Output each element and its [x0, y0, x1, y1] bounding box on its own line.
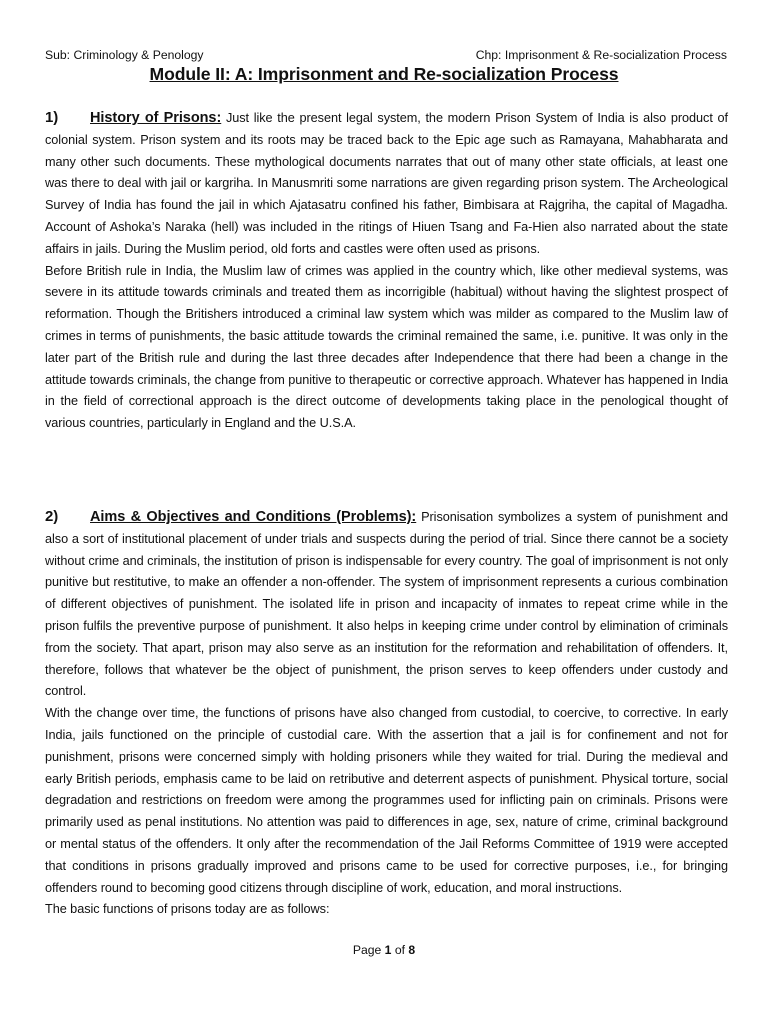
- section-number: 1): [45, 109, 59, 126]
- section-aims-objectives: [45, 506, 728, 921]
- page-current: 1: [384, 943, 392, 957]
- module-title: Module II: A: Imprisonment and Re-socialization Process: [149, 64, 619, 84]
- paragraph-text: Prisonisation symbolizes a system of punishment and also a sort of institutional placement of under trials and suspects during the period of trial. Since there cannot be a society without crime and criminals, the institution of prison is indispensable for every country. The goal of imprisonment is not only punitive but restitutive, to make an offender a non-offender. The system of imprisonment represents a curious combination of different objectives of punishment. The isolated life in prison and incapacity of inmates to repeat crime while in the prison fulfils the preventive purpose of punishment. It also helps in keeping crime under control by elimination of criminals from the society. That apart, prison may also serve as an institution for the reformation and rehabilitation of offenders. It, therefore, follows that whatever be the object of punishment, the prison serves to keep offenders under custody and control.: [45, 510, 728, 699]
- page-label: Page: [352, 943, 382, 957]
- header-chapter: Chp: Imprisonment & Re-socialization Process: [475, 48, 727, 62]
- page-footer: [0, 943, 768, 957]
- section-history-of-prisons: [45, 107, 728, 435]
- section-heading: [45, 111, 221, 125]
- paragraph: Before British rule in India, the Muslim law of crimes was applied in the country which, like other medieval systems, was severe in its attitude towards criminals and treated them as incorrigible (habitual) without having the slightest prospect of reformation. Though the Britishers introduced a criminal law system which was milder as compared to the Muslim law of crimes in terms of punishments, the basic attitude towards the criminal remained the same, i.e. punitive. It was only in the later part of the British rule and during the last three decades after Independence that there had been a change in the attitude towards criminals, the change from punitive to therapeutic or corrective approach. Whatever has happened in India in the field of correctional approach is the direct outcome of developments taking place in the penological thought of various countries, particularly in England and the U.S.A.: [45, 263, 728, 431]
- section-heading-label: History of Prisons:: [90, 110, 222, 126]
- paragraph-text: Just like the present legal system, the modern Prison System of India is also product of colonial system. Prison system and its roots may be traced back to the Epic age such as Ramayana, Mahabharata and many other such documents. These mythological documents narrates that out of many other state officials, at least one was there to deal with jail or kargriha. In Manusmriti some narrations are given regarding prison system. The Archeological Survey of India has found the jail in which Ajatasatru confined his father, Bimbisara at Rajgriha, the capital of Magadha. Account of Ashoka’s Naraka (hell) was included in the ritings of Hiuen Tsang and Fa-Hien also narrated about the state affairs in jails. During the Muslim period, old forts and castles were often used as prisons.: [45, 111, 729, 256]
- header-subject: Sub: Criminology & Penology: [45, 48, 204, 62]
- section-heading-label: Aims & Objectives and Conditions (Problems):: [90, 509, 417, 525]
- paragraph: [45, 107, 728, 261]
- paragraph: The basic functions of prisons today are as follows:: [45, 902, 330, 917]
- section-number: 2): [45, 508, 59, 525]
- section-heading: [45, 510, 416, 524]
- paragraph: With the change over time, the functions of prisons have also changed from custodial, to coercive, to corrective. In early India, jails functioned on the principle of custodial care. With the assertion that a jail is for confinement and not for punishment, prisons were concerned simply with holding prisoners while they waited for trial. During the medieval and early British periods, emphasis came to be laid on retributive and deterrent aspects of punishment. Physical torture, social degradation and restrictions on freedom were among the programmes used for inflicting pain on criminals. Prisons were primarily used as penal institutions. No attention was paid to differences in age, sex, nature of crime, criminal background or mental status of the offenders. It only after the recommendation of the Jail Reforms Committee of 1919 were accepted that conditions in prisons gradually improved and prisons came to be used for corrective purposes, i.e., for bringing offenders round to becoming good citizens through discipline of work, education, and moral instructions.: [45, 706, 728, 895]
- paragraph: [45, 506, 728, 703]
- page-total: 8: [408, 943, 416, 957]
- running-header: [45, 47, 727, 63]
- page-of-label: of: [394, 943, 406, 957]
